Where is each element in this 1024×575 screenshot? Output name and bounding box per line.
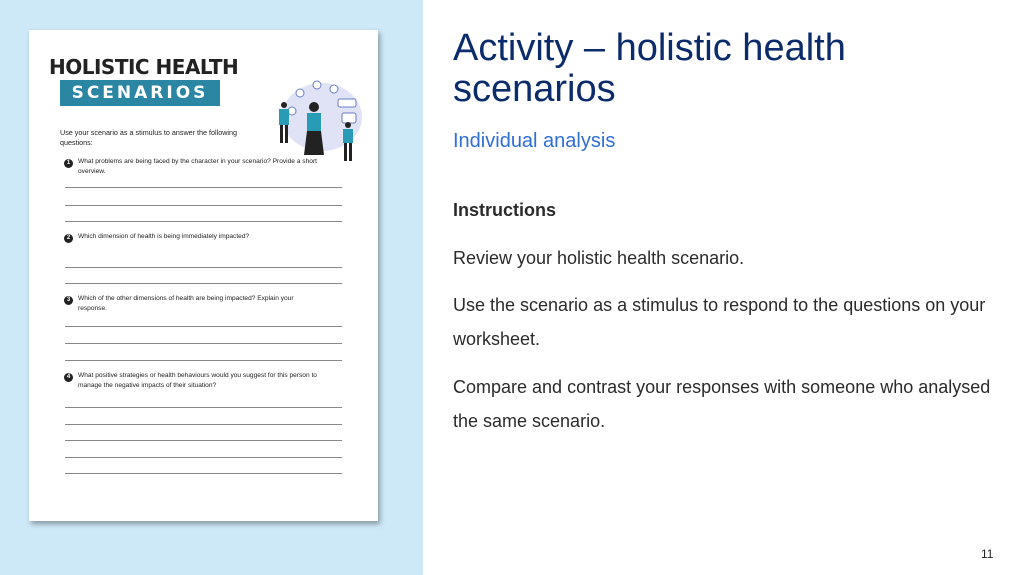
slide-title: Activity – holistic health scenarios (453, 27, 846, 110)
answer-line (65, 343, 342, 344)
instructions-heading: Instructions (453, 200, 557, 220)
worksheet-banner: SCENARIOS (60, 80, 220, 106)
answer-line (65, 187, 342, 188)
question-text: Which of the other dimensions of health are being impacted? Explain your response. (78, 295, 294, 312)
answer-line (65, 326, 342, 327)
question-number: 2 (64, 234, 73, 243)
answer-line (65, 267, 342, 268)
answer-line (65, 360, 342, 361)
question-number: 3 (64, 296, 73, 305)
instruction-paragraph: Compare and contrast your responses with someone who analysed the same scenario. (453, 377, 991, 431)
answer-line (65, 407, 342, 408)
worksheet-preview (29, 30, 378, 521)
instruction-paragraph: Review your holistic health scenario. (453, 248, 745, 268)
instruction-paragraph: Use the scenario as a stimulus to respond to the questions on your worksheet. (453, 295, 986, 349)
slide-subtitle: Individual analysis (453, 130, 616, 152)
answer-line (65, 440, 342, 441)
answer-line (65, 221, 342, 222)
people-illustration-icon (272, 75, 364, 170)
worksheet-intro: Use your scenario as a stimulus to answer the following questions: (60, 128, 237, 147)
answer-line (65, 283, 342, 284)
answer-line (65, 473, 342, 474)
answer-line (65, 424, 342, 425)
question-number: 1 (64, 159, 73, 168)
question-number: 4 (64, 373, 73, 382)
answer-line (65, 457, 342, 458)
question-text: What problems are being faced by the character in your scenario? Provide a short overview. (78, 158, 317, 175)
answer-line (65, 205, 342, 206)
page-number: 11 (981, 547, 994, 561)
question-text: What positive strategies or health behaviours would you suggest for this person to manage the negative impacts of their situation? (78, 372, 317, 389)
question-text: Which dimension of health is being immediately impacted? (78, 233, 250, 240)
worksheet-title: HOLISTIC HEALTH (49, 55, 239, 79)
left-panel (0, 0, 423, 575)
